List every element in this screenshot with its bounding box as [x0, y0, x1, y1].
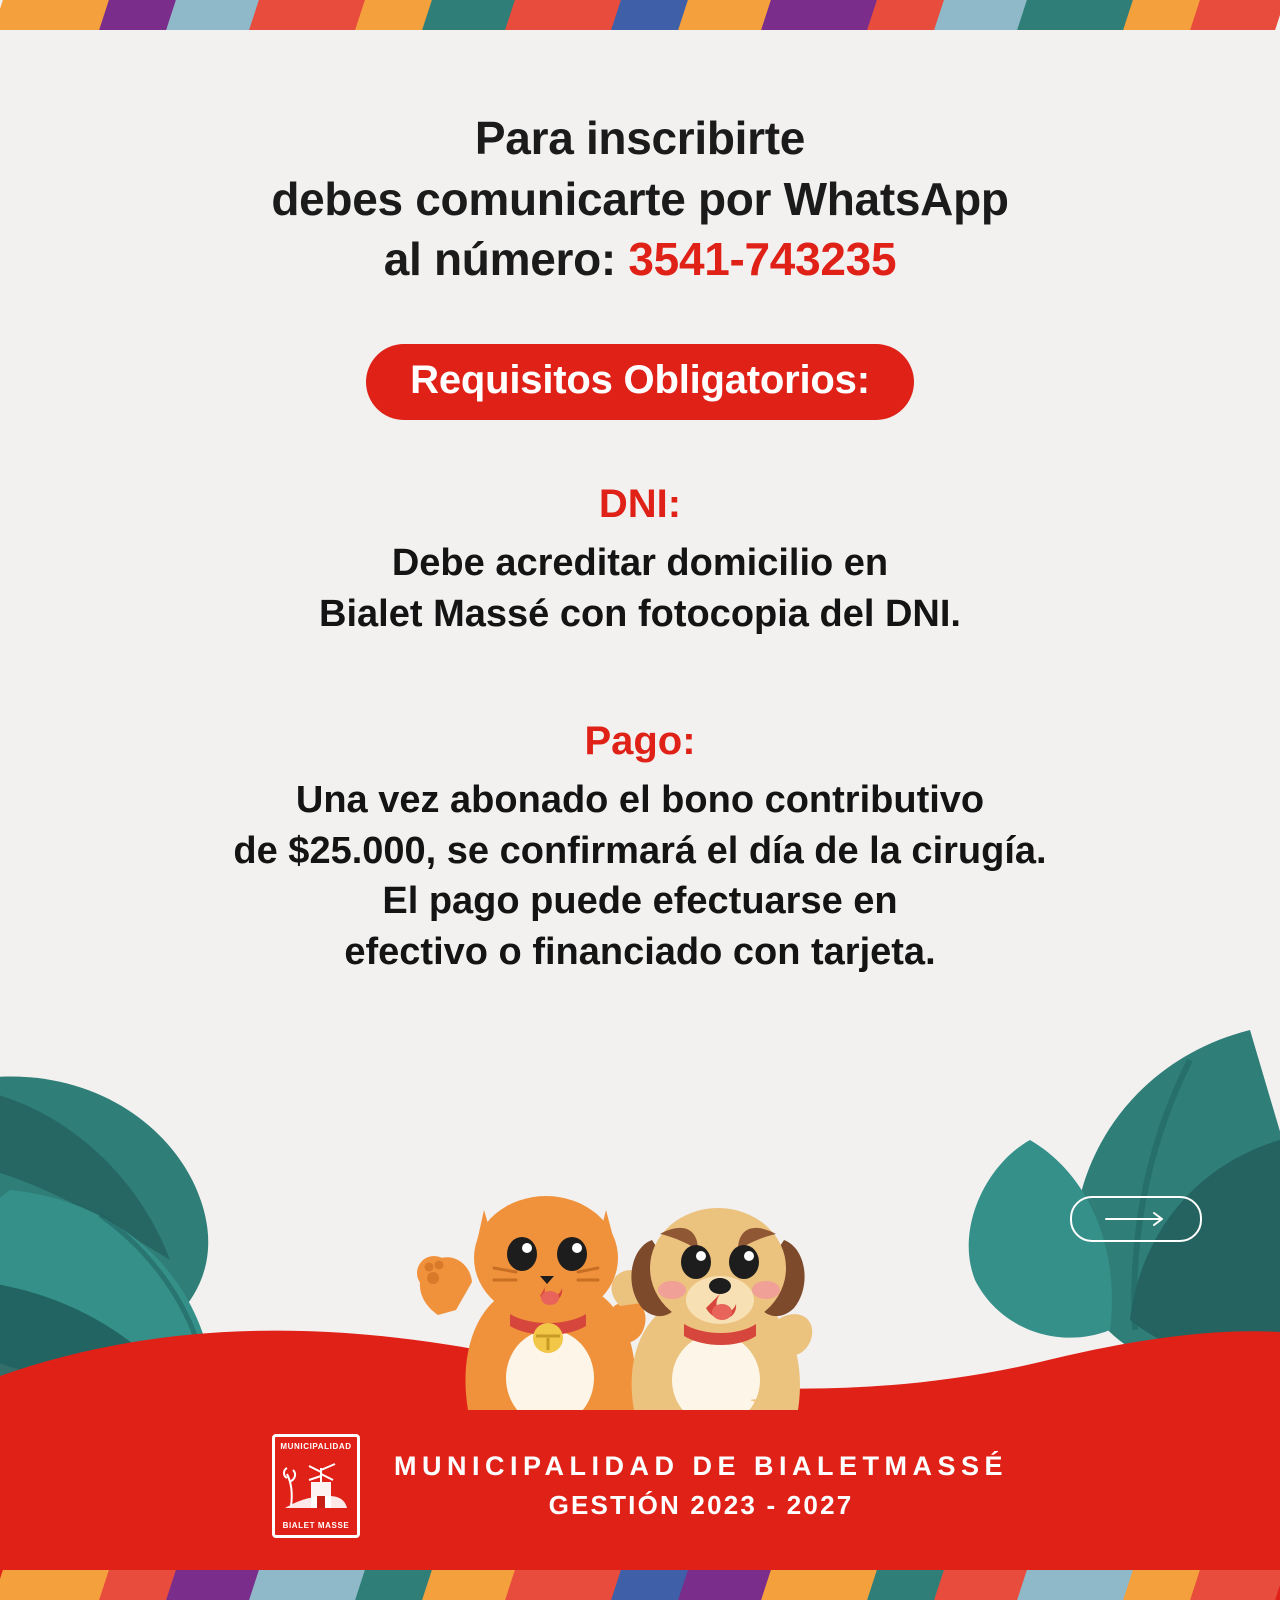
stripe-segment: [99, 1570, 178, 1600]
stripe-segment: [249, 0, 367, 30]
crest-bottom-label: BIALET MASSE: [282, 1521, 350, 1530]
cat-figure: [417, 1196, 646, 1410]
stripe-segment: [166, 0, 261, 30]
stripe-segment: [867, 1570, 946, 1600]
section-pago-title: Pago:: [584, 719, 696, 764]
whatsapp-phone-number[interactable]: 3541-743235: [628, 233, 897, 286]
section-dni-body: [70, 538, 1210, 639]
requirements-badge: Requisitos Obligatorios:: [366, 344, 914, 420]
stripe-segment: [1017, 0, 1135, 30]
section-pago-line-3: El pago puede efectuarse en: [382, 880, 898, 923]
next-slide-button[interactable]: [1070, 1196, 1202, 1242]
headline-phone-prefix: al número:: [383, 233, 629, 286]
top-decorative-stripe: [0, 0, 1280, 30]
section-dni-line-2: Bialet Massé con fotocopia del DNI.: [319, 592, 961, 635]
stripe-segment: [611, 0, 690, 30]
section-pago-line-2: de $25.000, se confirmará el día de la cirugía.: [233, 829, 1047, 872]
headline-block: [90, 108, 1190, 290]
section-pago-line-4: efectivo o financiado con tarjeta.: [344, 930, 936, 973]
section-pago: [0, 717, 1280, 977]
headline-line-2: debes comunicarte por WhatsApp: [271, 172, 1009, 225]
stripe-segment: [355, 1570, 434, 1600]
stripe-segment: [422, 1570, 517, 1600]
requirements-badge-wrapper: [0, 344, 1280, 420]
stripe-segment: [0, 0, 111, 30]
section-dni-title: DNI:: [598, 482, 682, 527]
stripe-segment: [934, 0, 1029, 30]
section-dni-line-1: Debe acreditar domicilio en: [391, 542, 889, 585]
section-dni: [0, 480, 1280, 639]
stripe-segment: [166, 1570, 261, 1600]
stripe-segment: [99, 0, 178, 30]
stripe-segment: [249, 1570, 367, 1600]
footer-title: MUNICIPALIDAD DE BIALETMASSÉ: [393, 1451, 1008, 1481]
stripe-segment: [678, 0, 773, 30]
stripe-segment: [422, 0, 517, 30]
headline-line-1: Para inscribirte: [474, 112, 806, 164]
stripe-segment: [1123, 0, 1202, 30]
section-pago-line-1: Una vez abonado el bono contributivo: [295, 779, 985, 822]
stripe-segment: [355, 0, 434, 30]
footer-brand: [0, 1434, 1280, 1538]
stripe-segment: [505, 1570, 623, 1600]
cat-and-dog-illustration: [398, 1110, 848, 1410]
stripe-segment: [1190, 1570, 1280, 1600]
stripe-segment: [934, 1570, 1029, 1600]
municipal-crest-icon: [272, 1434, 360, 1538]
headline-line-3: [90, 229, 1190, 290]
crest-top-label: MUNICIPALIDAD: [280, 1442, 352, 1451]
footer-brand-text: [394, 1451, 1008, 1521]
footer-subtitle: GESTIÓN 2023 - 2027: [548, 1490, 854, 1520]
bottom-decorative-stripe: [0, 1570, 1280, 1600]
stripe-segment: [1190, 0, 1280, 30]
stripe-segment: [0, 1570, 111, 1600]
arrow-right-icon: [1104, 1211, 1168, 1227]
stripe-segment: [867, 0, 946, 30]
stripe-segment: [761, 1570, 879, 1600]
stripe-segment: [1017, 1570, 1135, 1600]
stripe-segment: [611, 1570, 690, 1600]
stripe-segment: [505, 0, 623, 30]
stripe-segment: [1123, 1570, 1202, 1600]
stripe-segment: [761, 0, 879, 30]
stripe-segment: [678, 1570, 773, 1600]
section-pago-body: [70, 775, 1210, 977]
crest-artwork: [281, 1456, 351, 1516]
